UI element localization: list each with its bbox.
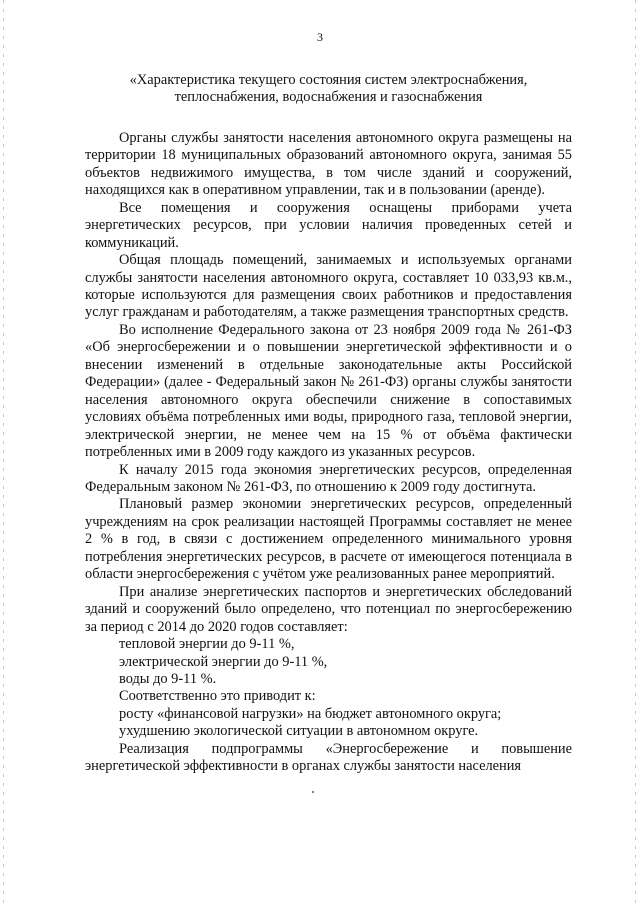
list-item-budget-load: росту «финансовой нагрузки» на бюджет автономного округа; xyxy=(119,705,502,722)
consequence-intro: Соответственно это приводит к: xyxy=(119,688,316,705)
paragraph-potential: При анализе энергетических паспортов и энергетических обследований зданий и сооружений было определено, что потенциал по энергосбережению за период с 2014 до 2020 годов составляет: xyxy=(85,583,572,635)
document-body xyxy=(85,72,572,776)
heading-line-2: теплоснабжения, водоснабжения и газоснабжения xyxy=(174,89,483,106)
list-item-electricity: электрической энергии до 9-11 %, xyxy=(119,653,328,670)
paragraph-federal-law: Во исполнение Федерального закона от 23 ноября 2009 года № 261-ФЗ «Об энергосбережении и о повышении энергетической эффективности и о внесении изменений в отдельные законодательные акты Российской Федерации» (далее - Федеральный закон № 261-ФЗ) органы службы занятости населения автономного округа обеспечили снижение в сопоставимых условиях объёма потребленных ими воды, природного газа, тепловой энергии, электрической энергии, не менее чем на 15 % от объёма фактически потребленных ими в 2009 году каждого из указанных ресурсов. xyxy=(85,321,572,461)
paragraph-meters: Все помещения и сооружения оснащены приборами учета энергетических ресурсов, при условии наличия проведенных сетей и коммуникаций. xyxy=(85,199,572,251)
paragraph-subprogram: Реализация подпрограммы «Энергосбережение и повышение энергетической эффективности в органах службы занятости населения xyxy=(85,740,572,775)
list-item-water: воды до 9-11 %. xyxy=(119,670,217,687)
paragraph-area: Общая площадь помещений, занимаемых и используемых органами службы занятости населения автономного округа, составляет 10 033,93 кв.м., которые используются для размещения своих работников и предоставления услуг гражданам и работодателям, а также размещения транспортных средств. xyxy=(85,252,572,321)
scan-speck xyxy=(312,791,314,793)
section-heading xyxy=(85,72,572,107)
list-item-ecology: ухудшению экологической ситуации в автономном округе. xyxy=(119,723,479,740)
paragraph-offices: Органы службы занятости населения автономного округа размещены на территории 18 муниципальных образований автономного округа, занимая 55 объектов недвижимого имущества, в том числе зданий и сооружений, находящихся как в оперативном управлении, так и в пользовании (аренде). xyxy=(85,129,572,199)
paragraph-2015-savings: К началу 2015 года экономия энергетических ресурсов, определенная Федеральным законом № 261-ФЗ, по отношению к 2009 году достигнута. xyxy=(85,461,572,495)
list-item-heat: тепловой энергии до 9-11 %, xyxy=(119,636,295,653)
scan-edge-right xyxy=(635,0,636,905)
paragraph-planned-savings: Плановый размер экономии энергетических ресурсов, определенный учреждениям на срок реализации настоящей Программы составляет не менее 2 % в год, в связи с достижением определенного минимального уровня потребления энергетических ресурсов, в расчете от имеющегося потенциала в области энергосбережения с учётом уже реализованных ранее мероприятий. xyxy=(85,496,572,583)
heading-line-1: «Характеристика текущего состояния систем электроснабжения, xyxy=(129,72,528,88)
page-number: 3 xyxy=(317,30,323,44)
scan-edge-left xyxy=(3,0,4,905)
